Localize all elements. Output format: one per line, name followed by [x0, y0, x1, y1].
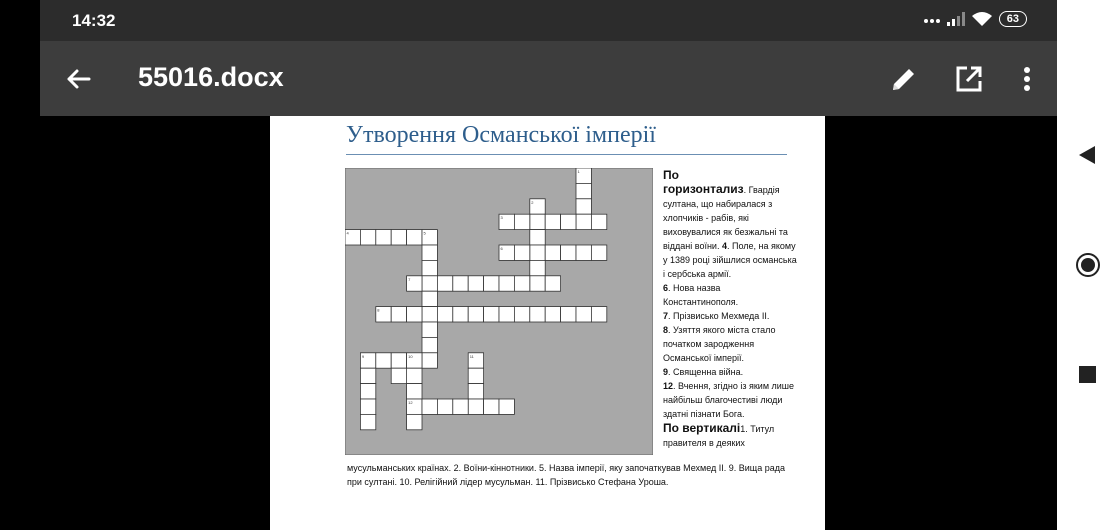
- grid-number: 7: [408, 276, 411, 282]
- crossword-cell: [530, 214, 545, 229]
- crossword-cell: [407, 414, 422, 429]
- crossword-cell: [545, 276, 560, 291]
- crossword-cell: [422, 307, 437, 322]
- crossword-cell: [407, 307, 422, 322]
- clue-number: 6: [663, 283, 669, 293]
- clue-number: 7: [663, 311, 669, 321]
- document-page: [270, 116, 825, 530]
- crossword-cell: [468, 276, 483, 291]
- crossword-cell: [468, 399, 483, 414]
- edit-pencil-icon[interactable]: [888, 63, 920, 95]
- title-divider: [346, 154, 787, 155]
- clue-number: 4: [721, 241, 727, 251]
- document-viewer[interactable]: [40, 116, 1057, 530]
- crossword-cell: [576, 183, 591, 198]
- clue-number: 12: [663, 381, 674, 391]
- crossword-cell: [391, 353, 406, 368]
- grid-number: 2: [531, 199, 534, 205]
- crossword-cell: [422, 353, 437, 368]
- clue-text: . Священна війна.: [668, 367, 744, 377]
- clue-text: . Вчення, згідно із яким лише найбільш благочестиві люди здатні пізнати Бога.: [663, 381, 795, 419]
- nav-recent-icon[interactable]: [1079, 366, 1096, 383]
- crossword-cell: [391, 307, 406, 322]
- system-nav-bar: [1057, 0, 1120, 530]
- crossword-cell: [545, 214, 560, 229]
- crossword-cell: [437, 307, 452, 322]
- crossword-cell: [484, 399, 499, 414]
- clue-text: . Узяття якого міста стало початком зародження Османської імперії.: [663, 325, 776, 363]
- crossword-cell: [514, 214, 529, 229]
- crossword-cell: [422, 337, 437, 352]
- crossword-cell: [360, 230, 375, 245]
- grid-number: 5: [423, 230, 426, 236]
- clue-text: . Прізвисько Мехмеда II.: [668, 311, 770, 321]
- crossword-cell: [468, 368, 483, 383]
- status-bar: [40, 0, 1057, 41]
- crossword-cell: [422, 322, 437, 337]
- grid-number: 3: [500, 215, 503, 221]
- crossword-cell: [591, 245, 606, 260]
- crossword-cell: [360, 368, 375, 383]
- grid-number: 11: [469, 353, 474, 359]
- crossword-cell: [576, 307, 591, 322]
- nav-home-icon[interactable]: [1075, 252, 1101, 278]
- crossword-cell: [591, 214, 606, 229]
- crossword-cell: [561, 214, 576, 229]
- nav-back-icon[interactable]: [1077, 145, 1097, 165]
- wifi-icon: [971, 11, 993, 27]
- crossword-cell: [530, 276, 545, 291]
- horizontal-heading: По: [663, 168, 679, 182]
- clue-list: [663, 182, 798, 450]
- crossword-cell: [437, 276, 452, 291]
- file-title: 55016.docx: [138, 62, 284, 92]
- dots-icon: [923, 14, 941, 24]
- crossword-cell: [499, 276, 514, 291]
- crossword-cell: [422, 276, 437, 291]
- crossword-cell: [437, 399, 452, 414]
- crossword-cell: [468, 384, 483, 399]
- open-external-icon[interactable]: [953, 63, 985, 95]
- crossword-cell: [530, 307, 545, 322]
- crossword-cell: [499, 307, 514, 322]
- crossword-cell: [499, 399, 514, 414]
- status-icons: [923, 11, 1027, 27]
- grid-number: 4: [346, 230, 349, 236]
- crossword-cell: [545, 245, 560, 260]
- grid-number: 12: [408, 400, 413, 405]
- crossword-cell: [561, 245, 576, 260]
- vertical-heading: По вертикалі: [663, 421, 741, 435]
- status-time: 14:32: [72, 11, 116, 30]
- crossword-cell: [391, 230, 406, 245]
- crossword-cell: [407, 230, 422, 245]
- battery-icon: 63: [999, 11, 1027, 27]
- crossword-cell: [376, 230, 391, 245]
- crossword-cell: [360, 414, 375, 429]
- crossword-cell: [407, 384, 422, 399]
- crossword-cell: [484, 307, 499, 322]
- clue-text: . Гвардія султана, що набиралася з хлопчиків - рабів, які виховувалися як безжальні та віддані воїни.: [663, 185, 788, 251]
- crossword-cell: [545, 307, 560, 322]
- clues-horizontal: [663, 168, 798, 450]
- crossword-cell: [453, 399, 468, 414]
- horizontal-heading-2: горизонтализ: [663, 182, 744, 196]
- document-title: Утворення Османської імперії: [346, 122, 656, 148]
- grid-number: 1: [577, 169, 580, 174]
- device-frame: [40, 0, 1057, 530]
- crossword-cell: [576, 245, 591, 260]
- clues-vertical: мусульманських країнах. 2. Воїни-кіннотники. 5. Назва імперії, яку започаткував Мехмед II. 9. Вища рада при султані. 10. Релігійний лідер мусульман. 11. Прізвисько Стефана Уроша.: [347, 463, 785, 487]
- crossword-cell: [576, 214, 591, 229]
- crossword-cell: [376, 353, 391, 368]
- crossword-cell: [422, 399, 437, 414]
- crossword-cell: [514, 276, 529, 291]
- crossword-cell: [530, 230, 545, 245]
- crossword-cell: [514, 245, 529, 260]
- grid-number: 9: [361, 353, 365, 359]
- clue-number: 8: [663, 325, 669, 335]
- crossword-cell: [576, 199, 591, 214]
- crossword-cell: [468, 307, 483, 322]
- crossword-cell: [422, 245, 437, 260]
- crossword-cell: [530, 245, 545, 260]
- app-bar: [40, 41, 1057, 116]
- clue-number: 9: [663, 367, 669, 377]
- crossword-cell: [591, 307, 606, 322]
- crossword-cell: [514, 307, 529, 322]
- clue-text: . Нова назва Константинополя.: [663, 283, 739, 307]
- crossword-cell: [360, 384, 375, 399]
- crossword-cell: [530, 260, 545, 275]
- grid-number: 8: [377, 307, 380, 313]
- crossword-grid: [345, 168, 653, 455]
- crossword-cell: [453, 276, 468, 291]
- crossword-cell: [391, 368, 406, 383]
- crossword-cell: [360, 399, 375, 414]
- crossword-cell: [484, 276, 499, 291]
- crossword-cell: [422, 291, 437, 306]
- more-vert-icon[interactable]: [1015, 63, 1039, 95]
- crossword-cell: [561, 307, 576, 322]
- back-arrow-icon[interactable]: [62, 63, 94, 95]
- grid-number: 10: [408, 353, 413, 359]
- grid-number: 6: [500, 246, 503, 251]
- crossword-cell: [422, 260, 437, 275]
- clue-text: 1. Титул правителя в деяких: [663, 424, 775, 448]
- crossword-cell: [453, 307, 468, 322]
- crossword-cell: [407, 368, 422, 383]
- clue-text: . Поле, на якому у 1389 році зійшлися османська і сербська армії.: [663, 241, 797, 279]
- signal-icon: [947, 12, 965, 26]
